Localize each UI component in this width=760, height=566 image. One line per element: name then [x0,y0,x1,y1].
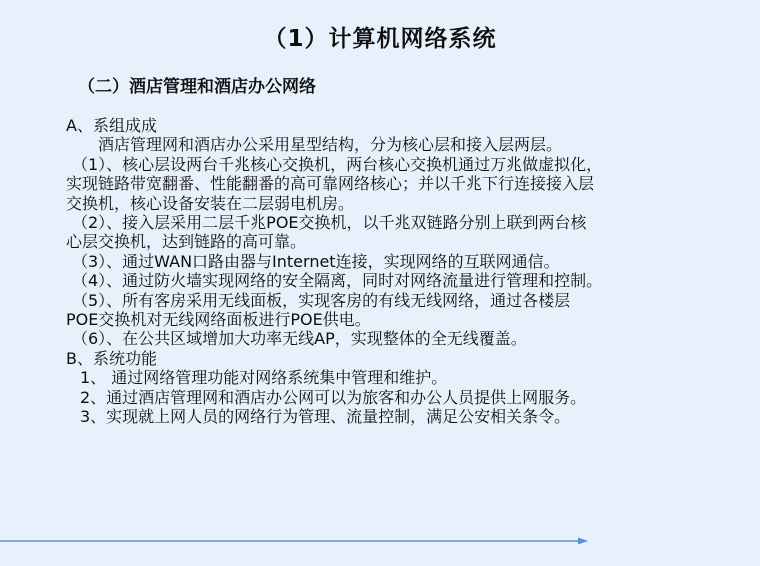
paragraph-line: 实现链路带宽翻番、性能翻番的高可靠网络核心；并以千兆下行连接接入层 [66,174,595,194]
paragraph-line: 交换机，核心设备安装在二层弱电机房。 [66,193,355,213]
heading-composition: A、系组成成 [66,116,157,135]
arrow-divider [0,537,588,545]
list-item: 3、实现就上网人员的网络行为管理、流量控制，满足公安相关条令。 [80,407,571,427]
paragraph-line: 心层交换机，达到链路的高可靠。 [66,232,307,252]
paragraph-line: （6）、在公共区域增加大功率无线AP，实现整体的全无线覆盖。 [72,329,527,349]
arrow-head-icon [578,538,588,545]
paragraph-line: （5）、所有客房采用无线面板，实现客房的有线无线网络，通过各楼层 [72,290,571,310]
paragraph-line: POE交换机对无线网络面板进行POE供电。 [66,310,371,330]
paragraph-line: 酒店管理网和酒店办公采用星型结构，分为核心层和接入层两层。 [98,135,563,155]
list-item: 2、通过酒店管理网和酒店办公网可以为旅客和办公人员提供上网服务。 [80,387,587,407]
paragraph-line: （4）、通过防火墙实现网络的安全隔离，同时对网络流量进行管理和控制。 [72,271,603,291]
list-item: 1、 通过网络管理功能对网络系统集中管理和维护。 [80,368,448,388]
slide-title: （1）计算机网络系统 [263,26,497,52]
paragraph-line: （2）、接入层采用二层千兆POE交换机，以千兆双链路分别上联到两台核 [72,213,587,233]
paragraph-line: （3）、通过WAN口路由器与Internet连接，实现网络的互联网通信。 [72,251,560,271]
section-subtitle: （二）酒店管理和酒店办公网络 [78,77,316,97]
body-text [66,116,726,427]
heading-functions: B、系统功能 [66,348,157,368]
paragraph-line: （1）、核心层设两台千兆核心交换机，两台核心交换机通过万兆做虚拟化， [72,154,603,174]
